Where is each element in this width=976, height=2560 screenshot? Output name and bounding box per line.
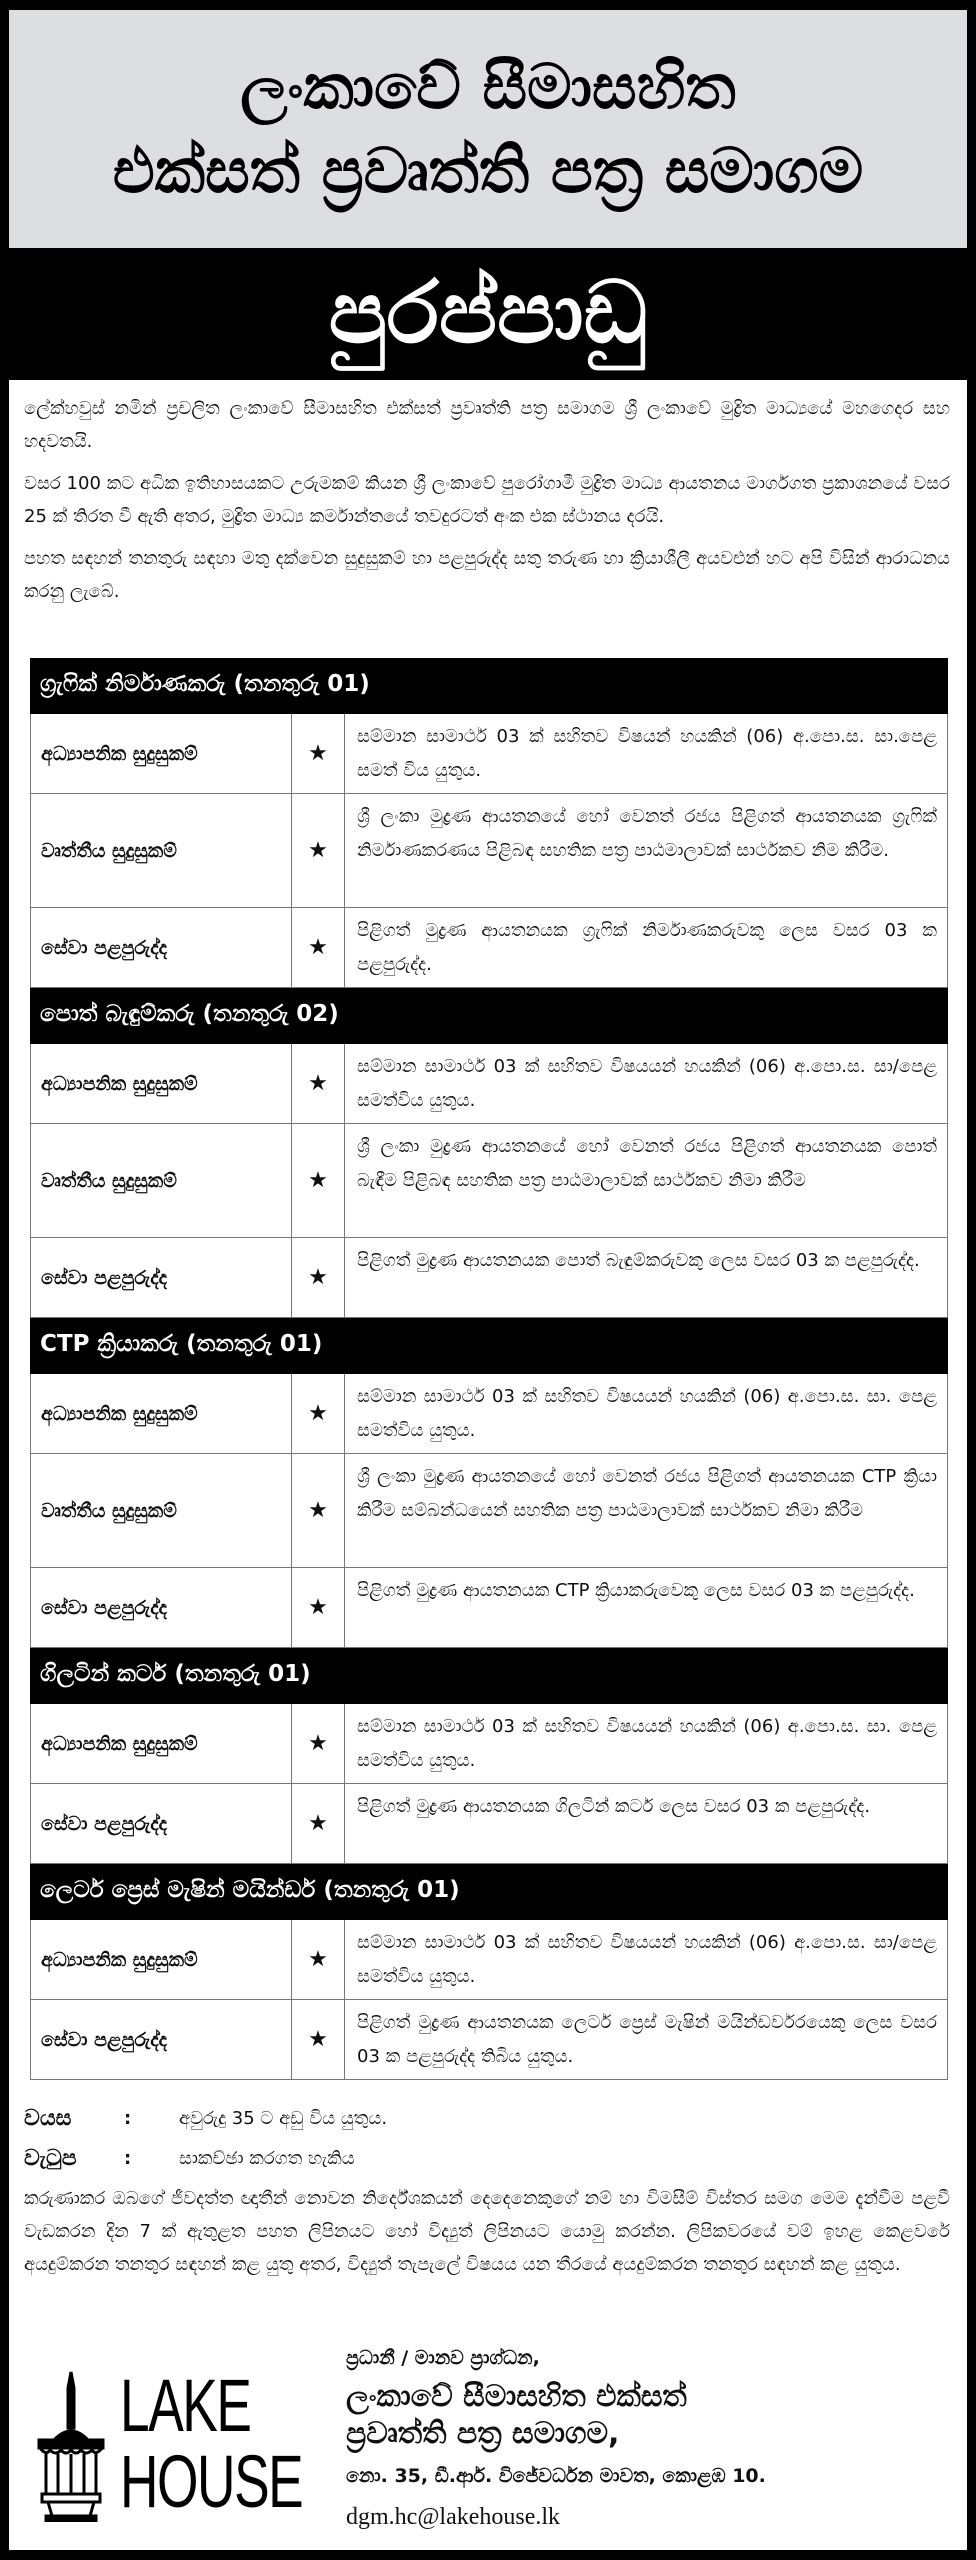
address-street: නො. 35, ඩී.ආර්. විජේවර්ධන මාවත, කොළඹ 10. [346,2465,766,2487]
age-row [24,2098,950,2138]
requirement-text: ශ්‍රී ලංකා මුද්‍රණ ආයතනයේ හෝ වෙනත් රජය පිළිගත් ආයතනයක ග්‍රැෆික් නිර්මාණකරණය පිළිබඳ සහතික පත්‍ර පාඨමාලාවක් සාර්ථකව නිම කිරීම. [357,806,937,861]
requirement-row [30,1568,948,1648]
requirement-row [30,1784,948,1864]
lake-house-wordmark [120,2364,303,2523]
address-org-line2: ප්‍රවෘත්ති පත්‍ර සමාගම, [346,2416,620,2451]
star-icon: ★ [292,1374,345,1453]
requirement-label: සේවා පළපුරුද්ද [31,1568,292,1647]
vacancies-banner [9,248,967,380]
position-title: පොත් බැඳුම්කරු (තනතුරු 02) [30,988,948,1044]
vacancy-table [30,658,948,2080]
star-icon: ★ [292,908,345,987]
requirement-text: සම්මාන සාමාර්ථ 03 ක් සහිතව විෂයයන් හයකින් (06) අ.පො.ස. සා/පෙළ සමත්විය යුතුය. [357,1932,937,1987]
intro-paragraph: වසර 100 කට අධික ඉතිහාසයකට උරුමකම් කියන ශ්‍රී ලංකාවේ පුරෝගාමී මුද්‍රිත මාධ්‍ය ආයතනය මාර්ගගත ප්‍රකාශනයේ වසර 25 ක් තිරත වී ඇති අතර, මුද්‍රිත මාධ්‍ය කර්මාන්තයේ තවදුරටත් අංක එක ස්ථානය දරයි. [24,473,950,527]
salary-label: වැටුප [24,2145,77,2171]
company-header [9,10,967,248]
star-icon: ★ [292,1044,345,1123]
requirement-row [30,714,948,794]
address-attn: ප්‍රධානී / මානව ප්‍රාග්ධන, [346,2347,540,2369]
requirement-label: වෘත්තීය සුදුසුකම් [31,1124,292,1237]
requirement-label: සේවා පළපුරුද්ද [31,1784,292,1863]
postal-address [346,2338,766,2534]
requirement-label: වෘත්තීය සුදුසුකම් [31,794,292,907]
requirement-row [30,1044,948,1124]
star-icon: ★ [292,1704,345,1783]
requirement-label: අධ්‍යාපනික සුදුසුකම් [31,1044,292,1123]
requirement-row [30,1374,948,1454]
age-value: අවුරුදු 35 ට අඩු විය යුතුය. [179,2107,388,2129]
requirement-row [30,1124,948,1238]
requirement-row [30,2000,948,2080]
requirement-text: සම්මාන සාමාර්ථ 03 ක් සහිතව විෂයයන් හයකින් (06) අ.පො.ස. සා/පෙළ සමත්විය යුතුය. [357,1056,937,1111]
age-label: වයස [24,2105,72,2131]
requirement-text: සම්මාන සාමාර්ථ 03 ක් සහිතව විෂයයන් හයකින් (06) අ.පො.ස. සා. පෙළ සමත්විය යුතුය. [357,1386,937,1441]
requirement-text: පිළිගත් මුද්‍රණ ආයතනයක ග්‍රැෆික් නිර්මාණකරුවකු ලෙස වසර 03 ක පළපුරුද්ද. [357,920,937,975]
intro-paragraph: පහත සඳහන් තනතුරු සඳහා මතු දක්වෙන සුදුසුකම් හා පළපුරුද්ද සතු තරුණ හා ක්‍රියාශීලී අයවළුන් හට අපි විසින් ආරාධනය කරනු ලැබේ. [24,548,950,602]
requirement-label: සේවා පළපුරුද්ද [31,908,292,987]
requirement-text: පිළිගත් මුද්‍රණ ආයතනයක ගිලටින් කටර් ලෙස වසර 03 ක පළපුරුද්ද. [357,1796,871,1817]
requirement-text: පිළිගත් මුද්‍රණ ආයතනයක ලෙටර් ප්‍රෙස් මැෂින් මයින්ඩර්වරයෙකු ලෙස වසර 03 ක පළපුරුද්ද තිබිය යුතුය. [357,2012,937,2067]
wordmark-house: HOUSE [120,2440,303,2523]
position-title: ලෙටර් ප්‍රෙස් මැෂින් මයින්ඩර් (තනතුරු 01) [30,1864,948,1920]
salary-row [24,2138,950,2178]
terms [24,2098,950,2281]
age-colon: : [124,2107,132,2129]
star-icon: ★ [292,1124,345,1237]
position-title: ග්‍රැෆික් නිර්මාණකරු (තනතුරු 01) [30,658,948,714]
company-title-line1: ලංකාවේ සීමාසහිත [240,50,736,123]
salary-colon: : [124,2147,132,2169]
contact-email-link[interactable]: dgm.hc@lakehouse.lk [346,2504,561,2530]
requirement-label: අධ්‍යාපනික සුදුසුකම් [31,1374,292,1453]
requirement-row [30,1454,948,1568]
requirement-label: සේවා පළපුරුද්ද [31,1238,292,1317]
position-title: ගිලටින් කටර් (තනතුරු 01) [30,1648,948,1704]
star-icon: ★ [292,1920,345,1999]
intro-paragraph: ලේක්හවුස් නමින් ප්‍රචලිත ලංකාවේ සීමාසහිත එක්සත් ප්‍රවෘත්ති පත්‍ර සමාගම ශ්‍රී ලංකාවේ මුද්‍රිත මාධ්‍යයේ මහගෙදර සහ හදවතයි. [24,398,950,452]
position-title: CTP ක්‍රියාකරු (තනතුරු 01) [30,1318,948,1374]
requirement-label: අධ්‍යාපනික සුදුසුකම් [31,1920,292,1999]
wordmark-lake: LAKE [120,2364,251,2447]
requirement-row [30,908,948,988]
requirement-label: අධ්‍යාපනික සුදුසුකම් [31,714,292,793]
intro-text [24,392,950,617]
star-icon: ★ [292,1454,345,1567]
requirement-row [30,794,948,908]
requirement-label: අධ්‍යාපනික සුදුසුකම් [31,1704,292,1783]
star-icon: ★ [292,2000,345,2079]
star-icon: ★ [292,714,345,793]
star-icon: ★ [292,794,345,907]
salary-value: සාකච්ඡා කරගත හැකිය [179,2147,355,2169]
company-title-line2: එක්සත් ප්‍රවෘත්ති පත්‍ර සමාගම [112,134,864,207]
application-instructions: කරුණාකර ඔබගේ ජීවදත්ත ඥාතීන් නොවන නිර්දේශකයන් දෙදෙනෙකුගේ නම් හා විමසීම් විස්තර සමග මෙම දැන්වීම පළවී වැඩකරන දින 7 ක් ඇතුළත පහත ලිපිනයට හෝ විද්‍යුත් ලිපිනයට යොමු කරන්න. ලිපිකවරයේ වම් ඉහළ කෙළවරේ අයදුම්කරන තනතුර සඳහන් කළ යුතු අතර, විද්‍යුත් තැපැලේ විෂයය යන තීරයේ අයදුම්කරන තනතුර සඳහන් කළ යුතුය. [24,2188,950,2275]
requirement-row [30,1238,948,1318]
requirement-row [30,1920,948,2000]
address-org-line1: ලංකාවේ සීමාසහිත එක්සත් [346,2379,687,2414]
requirement-text: පිළිගත් මුද්‍රණ ආයතනයක CTP ක්‍රියාකරුවෙකු ලෙස වසර 03 ක පළපුරුද්ද. [357,1580,915,1601]
requirement-text: ශ්‍රී ලංකා මුද්‍රණ ආයතනයේ හෝ වෙනත් රජය පිළිගත් ආයතනයක පොත් බැඳීම පිළිබඳ සහතික පත්‍ර පාඨමාලාවක් සාර්ථකව නිමා කිරීම [357,1136,937,1191]
lake-house-pillar-logo-icon [36,2370,106,2522]
requirement-row [30,1704,948,1784]
requirement-label: වෘත්තීය සුදුසුකම් [31,1454,292,1567]
requirement-text: ශ්‍රී ලංකා මුද්‍රණ ආයතනයේ හෝ වෙනත් රජය පිළිගත් ආයතනයක CTP ක්‍රියා කිරීම සම්බන්ධයෙන් සහතික පත්‍ර පාඨමාලාවක් සාර්ථකව නිමා කිරීම [357,1466,937,1521]
star-icon: ★ [292,1784,345,1863]
vacancies-title: පුරප්පාඩු [328,263,648,363]
requirement-text: සම්මාන සාමාර්ථ 03 ක් සහිතව විෂයයන් හයකින් (06) අ.පො.ස. සා. පෙළ සමත්විය යුතුය. [357,1716,937,1771]
requirement-text: පිළිගත් මුද්‍රණ ආයතනයක පොත් බැඳුම්කරුවකු ලෙස වසර 03 ක පළපුරුද්ද. [357,1250,920,1271]
star-icon: ★ [292,1238,345,1317]
star-icon: ★ [292,1568,345,1647]
requirement-text: සම්මාන සාමාර්ථ 03 ක් සහිතව විෂයන් හයකින් (06) අ.පො.ස. සා.පෙළ සමත් විය යුතුය. [357,726,937,781]
requirement-label: සේවා පළපුරුද්ද [31,2000,292,2079]
